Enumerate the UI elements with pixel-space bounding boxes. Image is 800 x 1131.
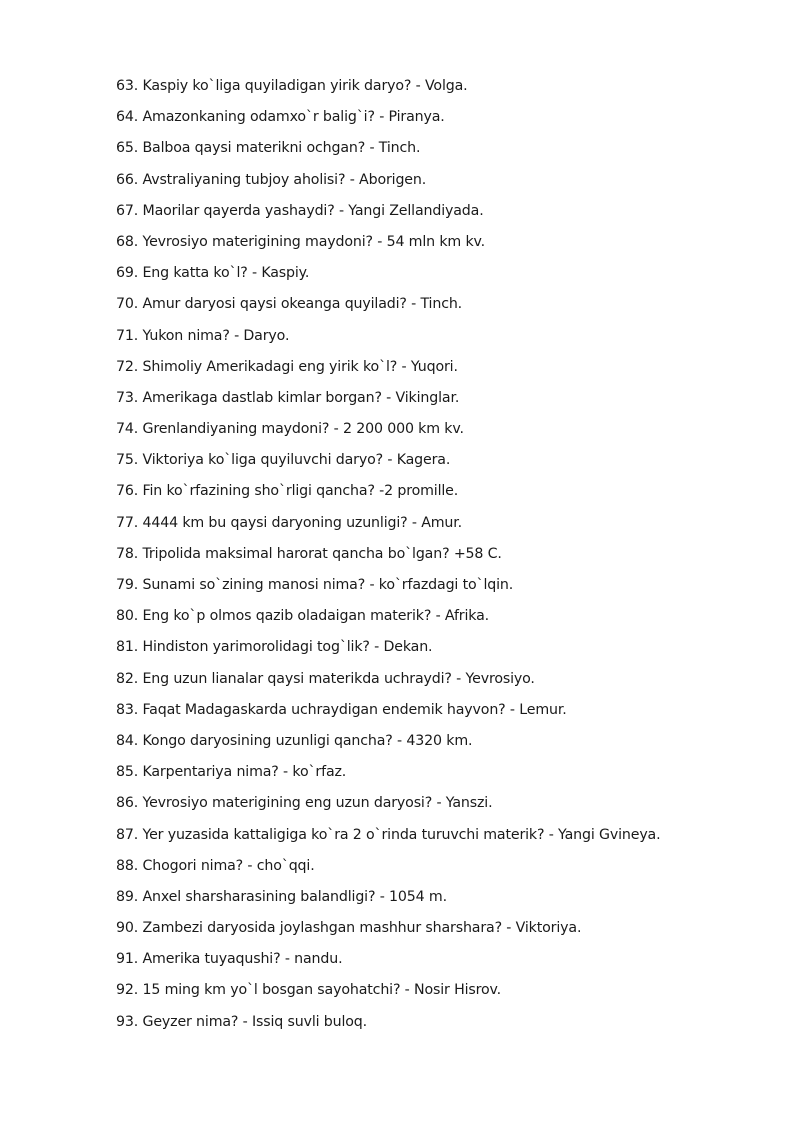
list-item: 92. 15 ming km yo`l bosgan sayohatchi? - Nosir Hisrov. bbox=[116, 982, 502, 999]
list-item: 80. Eng ko`p olmos qazib oladaigan materik? - Afrika. bbox=[116, 608, 489, 625]
list-item: 72. Shimoliy Amerikadagi eng yirik ko`l? - Yuqori. bbox=[116, 358, 458, 375]
list-item: 81. Hindiston yarimorolidagi tog`lik? - Dekan. bbox=[116, 639, 433, 656]
list-item: 68. Yevrosiyo materigining maydoni? - 54 mln km kv. bbox=[116, 233, 486, 250]
list-item: 83. Faqat Madagaskarda uchraydigan endemik hayvon? - Lemur. bbox=[116, 701, 567, 718]
list-item: 65. Balboa qaysi materikni ochgan? - Tinch. bbox=[116, 140, 421, 157]
list-item: 76. Fin ko`rfazining sho`rligi qancha? -2 promille. bbox=[116, 483, 459, 500]
list-item: 90. Zambezi daryosida joylashgan mashhur sharshara? - Viktoriya. bbox=[116, 920, 582, 937]
list-item: 67. Maorilar qayerda yashaydi? - Yangi Zellandiyada. bbox=[116, 202, 484, 219]
list-item: 66. Avstraliyaning tubjoy aholisi? - Aborigen. bbox=[116, 171, 427, 188]
list-item: 86. Yevrosiyo materigining eng uzun daryosi? - Yanszi. bbox=[116, 795, 493, 812]
list-item: 84. Kongo daryosining uzunligi qancha? - 4320 km. bbox=[116, 732, 473, 749]
list-item: 79. Sunami so`zining manosi nima? - ko`rfazdagi to`lqin. bbox=[116, 577, 514, 593]
list-item: 89. Anxel sharsharasining balandligi? - 1054 m. bbox=[116, 888, 447, 905]
list-item: 71. Yukon nima? - Daryo. bbox=[116, 327, 290, 344]
list-item: 91. Amerika tuyaqushi? - nandu. bbox=[116, 951, 343, 968]
list-item: 69. Eng katta ko`l? - Kaspiy. bbox=[116, 265, 310, 282]
list-item: 88. Chogori nima? - cho`qqi. bbox=[116, 857, 315, 874]
list-item: 70. Amur daryosi qaysi okeanga quyiladi? - Tinch. bbox=[116, 296, 463, 313]
list-item: 82. Eng uzun lianalar qaysi materikda uchraydi? - Yevrosiyo. bbox=[116, 670, 535, 687]
question-answer-list bbox=[116, 75, 660, 1042]
list-item: 64. Amazonkaning odamxo`r balig`i? - Piranya. bbox=[116, 109, 445, 126]
list-item: 74. Grenlandiyaning maydoni? - 2 200 000 km kv. bbox=[116, 421, 464, 438]
list-item: 85. Karpentariya nima? - ko`rfaz. bbox=[116, 764, 347, 781]
list-item: 93. Geyzer nima? - Issiq suvli buloq. bbox=[116, 1013, 368, 1030]
list-item: 77. 4444 km bu qaysi daryoning uzunligi? - Amur. bbox=[116, 514, 463, 531]
list-item: 87. Yer yuzasida kattaligiga ko`ra 2 o`rinda turuvchi materik? - Yangi Gvineya. bbox=[116, 826, 661, 843]
list-item: 73. Amerikaga dastlab kimlar borgan? - Vikinglar. bbox=[116, 389, 460, 406]
list-item: 63. Kaspiy ko`liga quyiladigan yirik daryo? - Volga. bbox=[116, 78, 468, 94]
list-item: 75. Viktoriya ko`liga quyiluvchi daryo? - Kagera. bbox=[116, 452, 451, 469]
list-item: 78. Tripolida maksimal harorat qancha bo`lgan? +58 C. bbox=[116, 545, 502, 562]
